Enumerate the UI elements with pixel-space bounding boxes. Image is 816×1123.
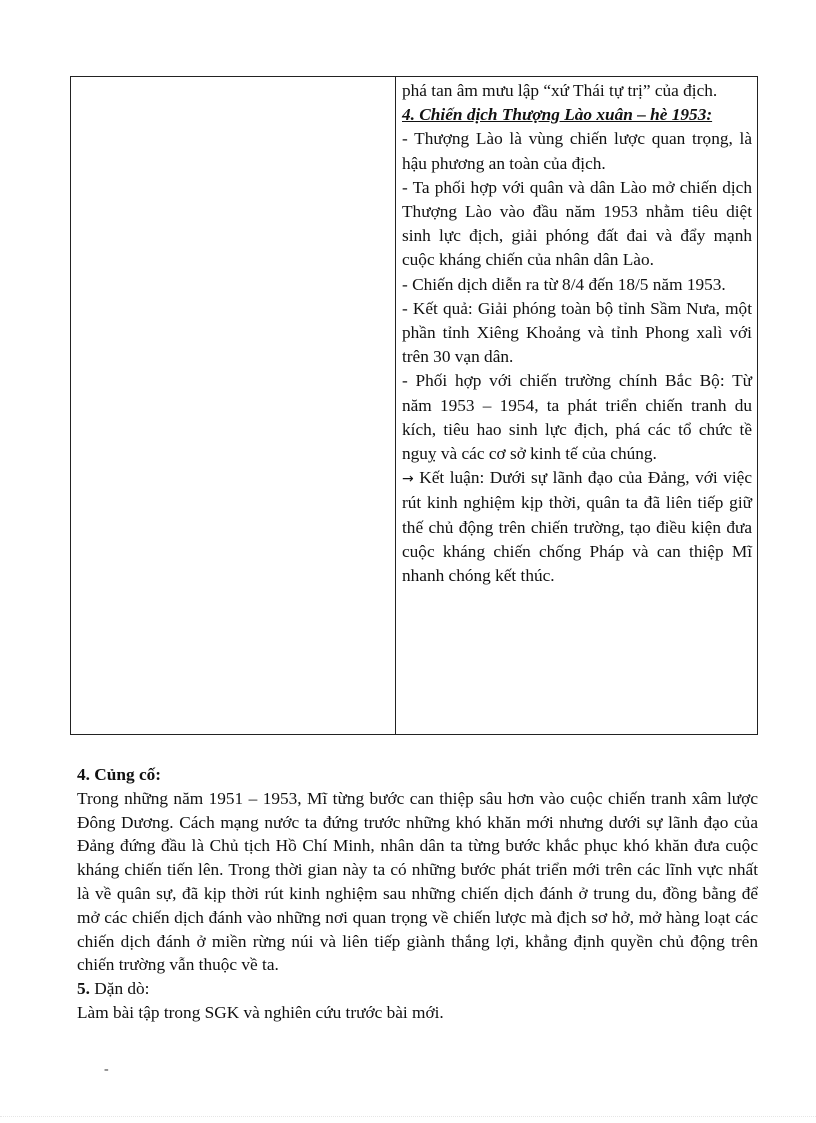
consolidation-heading — [77, 763, 758, 787]
intro-tail-text: phá tan âm mưu lập “xứ Thái tự trị” của địch. — [402, 81, 718, 100]
trailing-dash: - — [104, 1062, 109, 1077]
consolidation-title: Củng cố: — [89, 765, 162, 784]
bullet-item: - Chiến dịch diễn ra từ 8/4 đến 18/5 năm 1953. — [402, 274, 726, 294]
bullet-item: - Thượng Lào là vùng chiến lược quan trọng, là hậu phương an toàn của địch. — [402, 129, 752, 173]
lesson-table — [70, 76, 758, 735]
homework-heading — [77, 977, 758, 1001]
bullet-item: - Kết quả: Giải phóng toàn bộ tỉnh Sầm Nưa, một phần tỉnh Xiêng Khoảng và tỉnh Phong xalì với trên 30 vạn dân. — [402, 298, 752, 367]
conclusion-text: Kết luận: Dưới sự lãnh đạo của Đảng, với việc rút kinh nghiệm kịp thời, quân ta đã liên tiếp giữ thế chủ động trên chiến trường, tạo điều kiện đưa cuộc kháng chiến chống Pháp và can thiệp Mĩ nhanh chóng kết thúc. — [402, 468, 752, 586]
homework-number: 5. — [77, 979, 90, 999]
column-divider — [395, 77, 396, 734]
consolidation-number: 4. — [77, 765, 90, 784]
section-heading: 4. Chiến dịch Thượng Lào xuân – hè 1953: — [402, 105, 713, 125]
lesson-footer-sections — [77, 763, 758, 1025]
homework-title: Dặn dò: — [89, 979, 150, 999]
arrow-icon: → — [402, 471, 414, 488]
bullet-item: - Phối hợp với chiến trường chính Bắc Bộ: Từ năm 1953 – 1954, ta phát triển chiến tranh du kích, tiêu hao sinh lực địch, phá các tổ chức tề nguỵ và các cơ sở kinh tế của chúng. — [402, 371, 752, 464]
table-right-cell — [402, 79, 752, 588]
consolidation-body: Trong những năm 1951 – 1953, Mĩ từng bước can thiệp sâu hơn vào cuộc chiến tranh xâm lược Đông Dương. Cách mạng nước ta đứng trước những khó khăn mới nhưng dưới sự lãnh đạo của Đảng đứng đầu là Chủ tịch Hồ Chí Minh, nhân dân ta từng bước khắc phục khó khăn đưa cuộc kháng chiến tiến lên. Trong thời gian này ta có những bước phát triển mới trên các lĩnh vực nhất là về quân sự, đã kịp thời rút kinh nghiệm sau những chiến dịch đánh ở trung du, đồng bằng để mở các chiến dịch đánh vào những nơi quan trọng về chiến lược mà địch sơ hở, mở hàng loạt các chiến dịch đánh ở miền rừng núi và liên tiếp giành thắng lợi, khẳng định quyền chủ động trên chiến trường vẫn thuộc về ta. — [77, 788, 758, 975]
conclusion-paragraph — [402, 466, 752, 588]
page-bottom-rule — [0, 1116, 816, 1117]
homework-body: Làm bài tập trong SGK và nghiên cứu trước bài mới. — [77, 1002, 444, 1022]
bullet-item: - Ta phối hợp với quân và dân Lào mở chiến dịch Thượng Lào vào đầu năm 1953 nhằm tiêu diệt sinh lực địch, giải phóng đất đai và đẩy mạnh cuộc kháng chiến của nhân dân Lào. — [402, 177, 752, 270]
